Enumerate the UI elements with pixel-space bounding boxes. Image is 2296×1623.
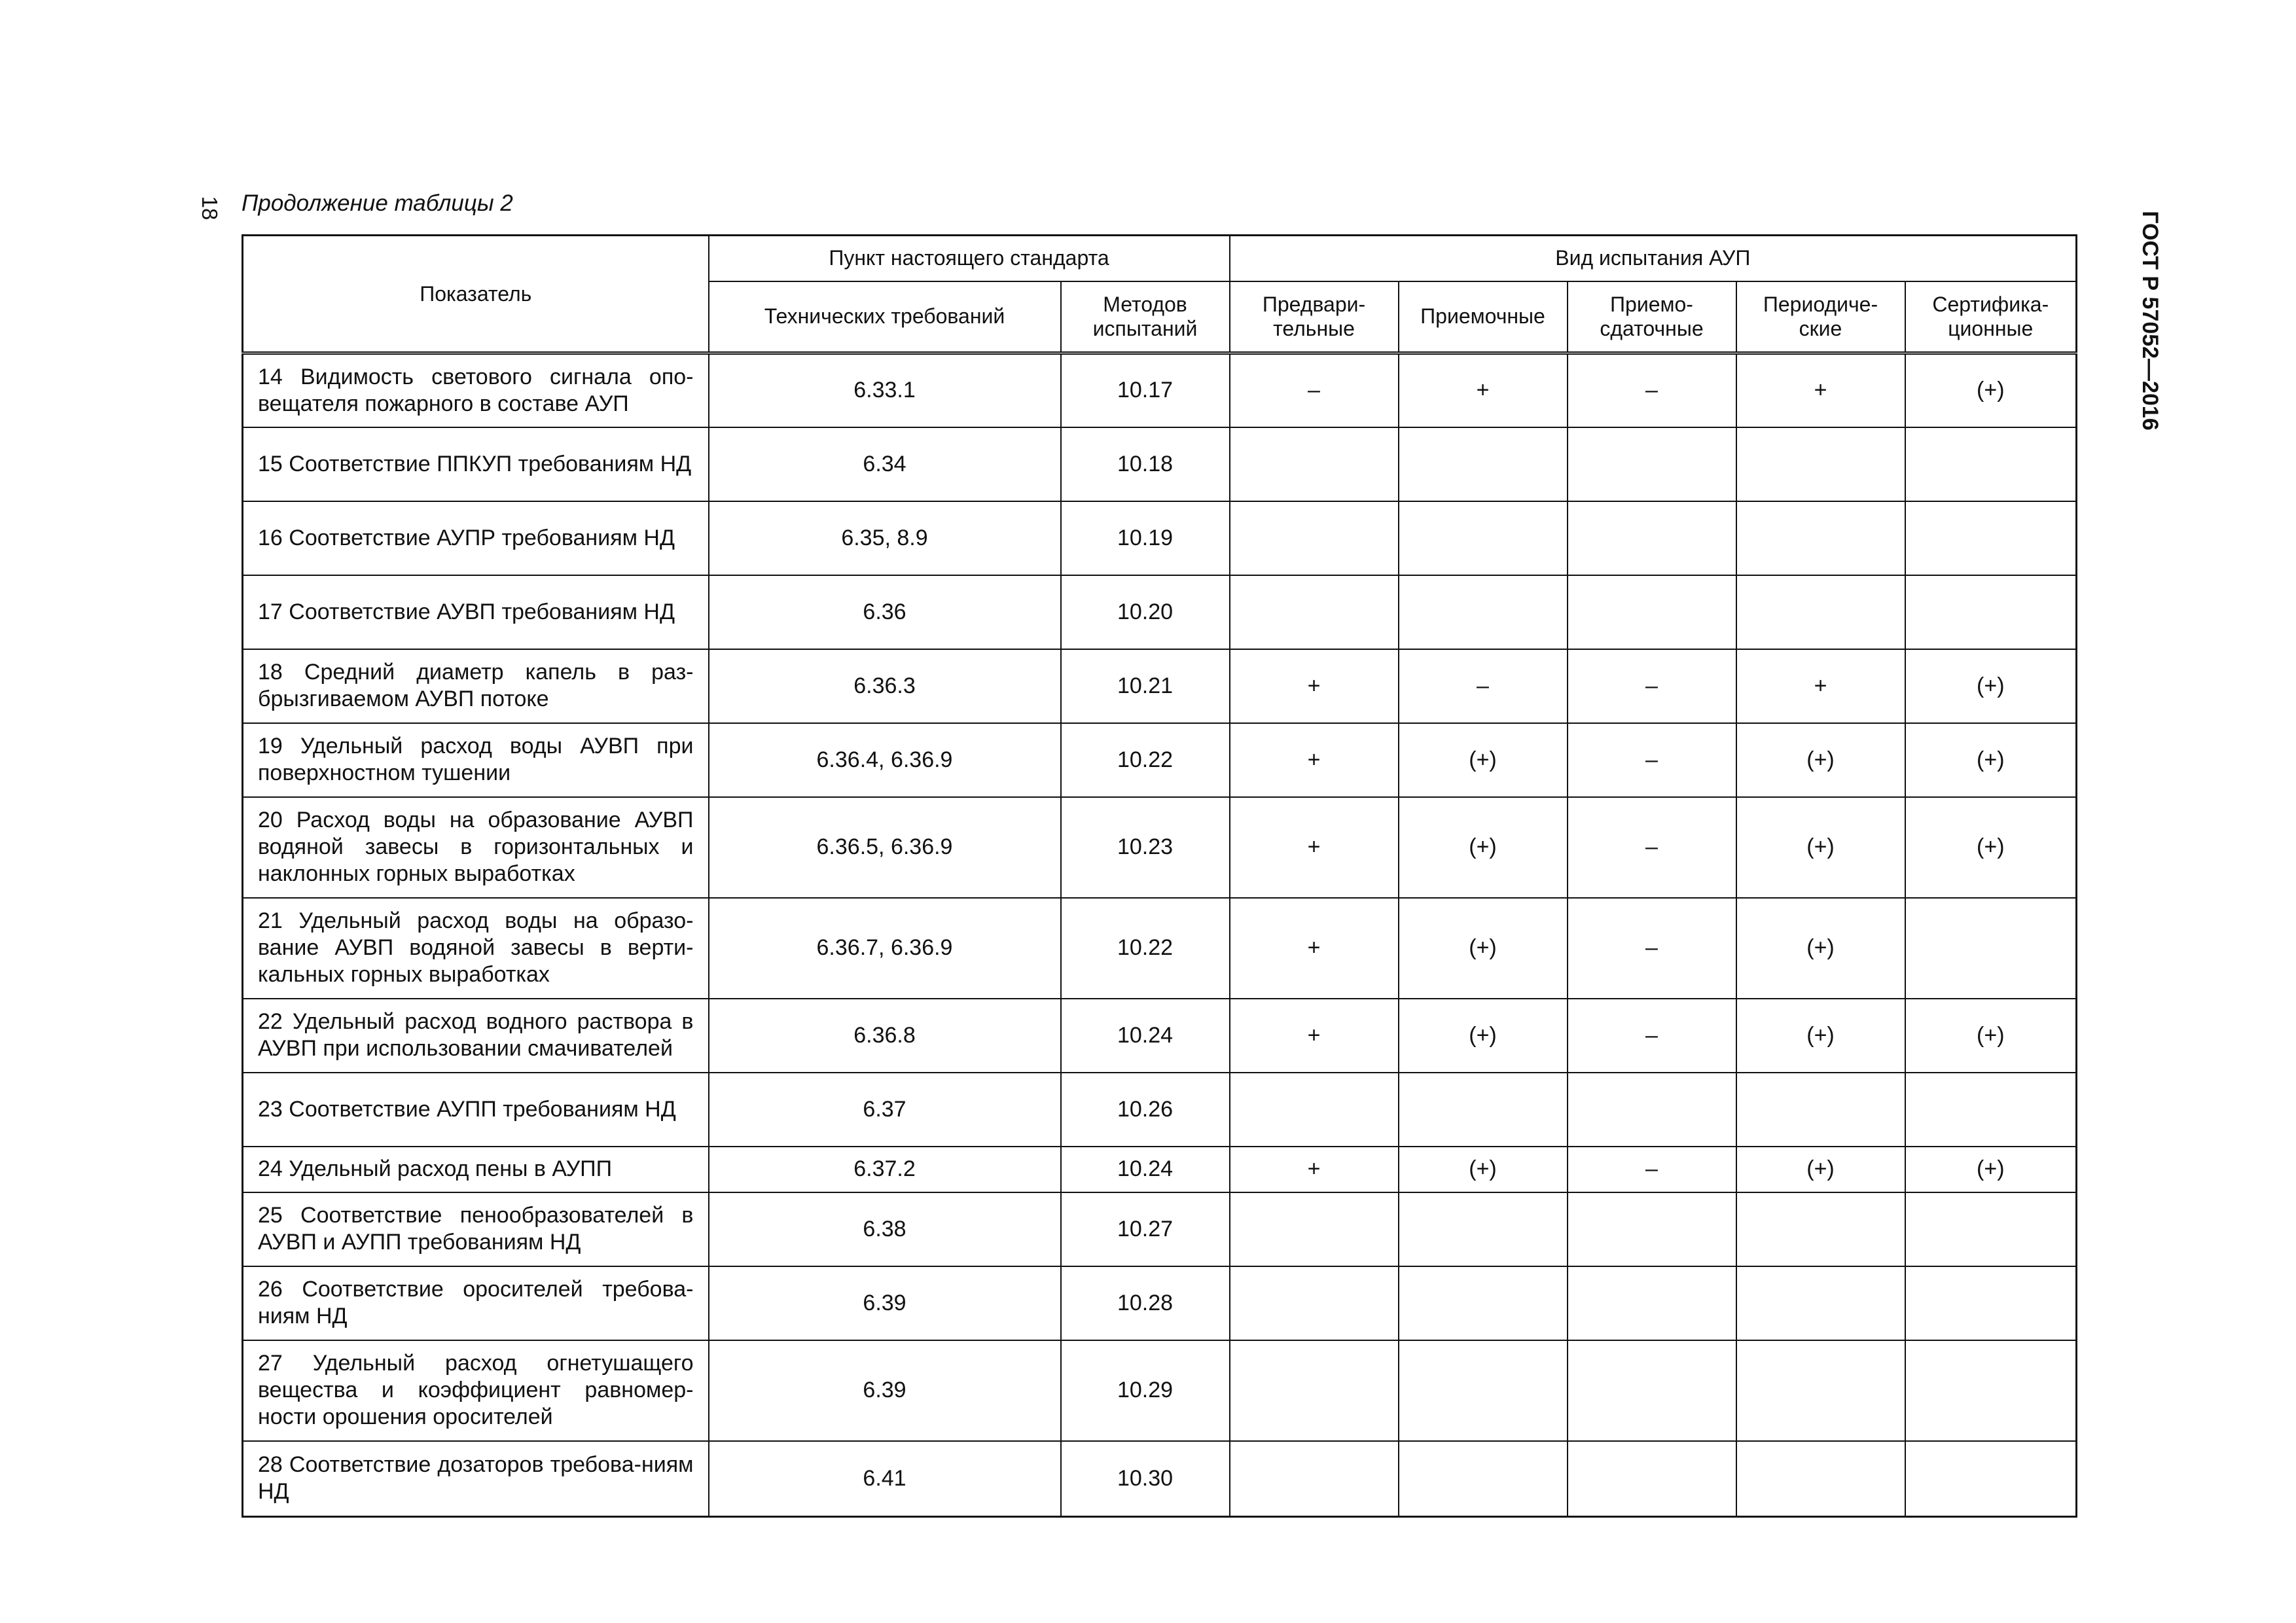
header-test-group: Вид испытания АУП xyxy=(1230,236,2077,281)
row-preliminary xyxy=(1230,1441,1399,1517)
table-row xyxy=(243,999,2077,1073)
table-row xyxy=(243,427,2077,501)
row-method-clause: 10.24 xyxy=(1061,1147,1230,1192)
row-acceptance xyxy=(1399,1073,1568,1147)
row-acceptance: (+) xyxy=(1399,1147,1568,1192)
row-commissioning xyxy=(1568,427,1736,501)
row-commissioning: – xyxy=(1568,999,1736,1073)
row-method-clause: 10.22 xyxy=(1061,723,1230,797)
table-row xyxy=(243,898,2077,999)
row-acceptance xyxy=(1399,1266,1568,1340)
row-certification xyxy=(1905,1340,2077,1441)
row-indicator: 28 Соответствие дозаторов требова-ниям НД xyxy=(243,1441,709,1517)
row-acceptance: – xyxy=(1399,649,1568,723)
row-tech-clause: 6.36 xyxy=(709,575,1061,649)
header-acceptance: Приемочные xyxy=(1399,281,1568,353)
table-row xyxy=(243,1147,2077,1192)
requirements-table xyxy=(242,234,2077,1518)
row-certification xyxy=(1905,1266,2077,1340)
row-indicator: 16 Соответствие АУПР требованиям НД xyxy=(243,501,709,575)
row-tech-clause: 6.38 xyxy=(709,1192,1061,1266)
header-periodic: Периодиче-ские xyxy=(1736,281,1905,353)
row-commissioning xyxy=(1568,1340,1736,1441)
row-indicator: 23 Соответствие АУПП требованиям НД xyxy=(243,1073,709,1147)
row-indicator: 24 Удельный расход пены в АУПП xyxy=(243,1147,709,1192)
row-certification xyxy=(1905,1073,2077,1147)
header-clause-group: Пункт настоящего стандарта xyxy=(709,236,1230,281)
header-certification: Сертифика-ционные xyxy=(1905,281,2077,353)
row-method-clause: 10.26 xyxy=(1061,1073,1230,1147)
table-caption: Продолжение таблицы 2 xyxy=(242,190,513,216)
standard-designation: ГОСТ Р 57052—2016 xyxy=(2138,211,2162,431)
table-row xyxy=(243,649,2077,723)
row-tech-clause: 6.41 xyxy=(709,1441,1061,1517)
row-tech-clause: 6.36.7, 6.36.9 xyxy=(709,898,1061,999)
row-periodic xyxy=(1736,575,1905,649)
table-row xyxy=(243,1340,2077,1441)
row-periodic: (+) xyxy=(1736,999,1905,1073)
table-row xyxy=(243,353,2077,427)
row-certification: (+) xyxy=(1905,999,2077,1073)
row-tech-clause: 6.33.1 xyxy=(709,353,1061,427)
table-row xyxy=(243,501,2077,575)
row-commissioning xyxy=(1568,575,1736,649)
row-certification xyxy=(1905,427,2077,501)
row-preliminary xyxy=(1230,1073,1399,1147)
table-row xyxy=(243,1192,2077,1266)
row-indicator: 17 Соответствие АУВП требованиям НД xyxy=(243,575,709,649)
row-indicator: 20 Расход воды на образование АУВП водяной завесы в горизонтальных и наклонных горных выработках xyxy=(243,797,709,898)
row-method-clause: 10.29 xyxy=(1061,1340,1230,1441)
row-certification xyxy=(1905,575,2077,649)
row-periodic xyxy=(1736,501,1905,575)
header-preliminary: Предвари-тельные xyxy=(1230,281,1399,353)
row-tech-clause: 6.34 xyxy=(709,427,1061,501)
row-tech-clause: 6.36.3 xyxy=(709,649,1061,723)
row-certification: (+) xyxy=(1905,723,2077,797)
header-commissioning: Приемо-сдаточные xyxy=(1568,281,1736,353)
row-periodic: (+) xyxy=(1736,1147,1905,1192)
row-preliminary: + xyxy=(1230,797,1399,898)
table-row xyxy=(243,723,2077,797)
row-indicator: 22 Удельный расход водного раствора в АУВП при использовании смачивателей xyxy=(243,999,709,1073)
row-certification xyxy=(1905,1192,2077,1266)
row-method-clause: 10.30 xyxy=(1061,1441,1230,1517)
row-periodic xyxy=(1736,1441,1905,1517)
row-method-clause: 10.27 xyxy=(1061,1192,1230,1266)
row-acceptance xyxy=(1399,1441,1568,1517)
row-indicator: 26 Соответствие оросителей требова-ниям НД xyxy=(243,1266,709,1340)
row-preliminary: + xyxy=(1230,723,1399,797)
row-certification xyxy=(1905,501,2077,575)
table-row xyxy=(243,575,2077,649)
row-method-clause: 10.24 xyxy=(1061,999,1230,1073)
row-tech-clause: 6.37 xyxy=(709,1073,1061,1147)
row-certification: (+) xyxy=(1905,1147,2077,1192)
row-acceptance: (+) xyxy=(1399,999,1568,1073)
row-commissioning xyxy=(1568,1192,1736,1266)
row-method-clause: 10.20 xyxy=(1061,575,1230,649)
page-number: 18 xyxy=(198,196,222,221)
header-tech-requirements: Технических требований xyxy=(709,281,1061,353)
row-indicator: 14 Видимость светового сигнала опо-вещателя пожарного в составе АУП xyxy=(243,353,709,427)
row-periodic: + xyxy=(1736,353,1905,427)
row-method-clause: 10.17 xyxy=(1061,353,1230,427)
row-certification: (+) xyxy=(1905,649,2077,723)
row-preliminary xyxy=(1230,1340,1399,1441)
row-certification xyxy=(1905,898,2077,999)
row-acceptance xyxy=(1399,575,1568,649)
row-indicator: 25 Соответствие пенообразователей в АУВП и АУПП требованиям НД xyxy=(243,1192,709,1266)
row-periodic: (+) xyxy=(1736,723,1905,797)
row-preliminary: + xyxy=(1230,1147,1399,1192)
row-acceptance: (+) xyxy=(1399,723,1568,797)
row-tech-clause: 6.36.8 xyxy=(709,999,1061,1073)
row-commissioning: – xyxy=(1568,898,1736,999)
row-indicator: 19 Удельный расход воды АУВП при поверхностном тушении xyxy=(243,723,709,797)
row-commissioning: – xyxy=(1568,353,1736,427)
row-preliminary xyxy=(1230,575,1399,649)
row-preliminary: + xyxy=(1230,999,1399,1073)
row-tech-clause: 6.35, 8.9 xyxy=(709,501,1061,575)
row-preliminary xyxy=(1230,1266,1399,1340)
row-preliminary xyxy=(1230,501,1399,575)
row-method-clause: 10.23 xyxy=(1061,797,1230,898)
row-commissioning: – xyxy=(1568,797,1736,898)
row-acceptance xyxy=(1399,1340,1568,1441)
row-method-clause: 10.19 xyxy=(1061,501,1230,575)
row-method-clause: 10.28 xyxy=(1061,1266,1230,1340)
row-tech-clause: 6.39 xyxy=(709,1340,1061,1441)
table-row xyxy=(243,1266,2077,1340)
row-commissioning xyxy=(1568,1441,1736,1517)
row-commissioning xyxy=(1568,501,1736,575)
row-method-clause: 10.21 xyxy=(1061,649,1230,723)
row-acceptance xyxy=(1399,427,1568,501)
row-commissioning: – xyxy=(1568,723,1736,797)
row-acceptance xyxy=(1399,501,1568,575)
header-test-methods: Методов испытаний xyxy=(1061,281,1230,353)
row-tech-clause: 6.36.4, 6.36.9 xyxy=(709,723,1061,797)
row-indicator: 18 Средний диаметр капель в раз-брызгиваемом АУВП потоке xyxy=(243,649,709,723)
row-tech-clause: 6.36.5, 6.36.9 xyxy=(709,797,1061,898)
row-periodic xyxy=(1736,427,1905,501)
row-commissioning: – xyxy=(1568,1147,1736,1192)
row-periodic: + xyxy=(1736,649,1905,723)
row-commissioning xyxy=(1568,1266,1736,1340)
row-acceptance: (+) xyxy=(1399,898,1568,999)
row-periodic xyxy=(1736,1073,1905,1147)
row-acceptance xyxy=(1399,1192,1568,1266)
row-method-clause: 10.22 xyxy=(1061,898,1230,999)
row-commissioning xyxy=(1568,1073,1736,1147)
row-method-clause: 10.18 xyxy=(1061,427,1230,501)
row-certification: (+) xyxy=(1905,797,2077,898)
row-tech-clause: 6.37.2 xyxy=(709,1147,1061,1192)
table-row xyxy=(243,1441,2077,1517)
row-periodic xyxy=(1736,1192,1905,1266)
row-commissioning: – xyxy=(1568,649,1736,723)
row-periodic xyxy=(1736,1340,1905,1441)
row-preliminary xyxy=(1230,1192,1399,1266)
row-periodic xyxy=(1736,1266,1905,1340)
header-indicator: Показатель xyxy=(243,236,709,353)
row-acceptance: (+) xyxy=(1399,797,1568,898)
row-preliminary: – xyxy=(1230,353,1399,427)
row-preliminary: + xyxy=(1230,898,1399,999)
row-indicator: 21 Удельный расход воды на образо-вание АУВП водяной завесы в верти-кальных горных выработках xyxy=(243,898,709,999)
row-certification: (+) xyxy=(1905,353,2077,427)
row-acceptance: + xyxy=(1399,353,1568,427)
row-preliminary xyxy=(1230,427,1399,501)
row-certification xyxy=(1905,1441,2077,1517)
row-periodic: (+) xyxy=(1736,898,1905,999)
row-preliminary: + xyxy=(1230,649,1399,723)
row-periodic: (+) xyxy=(1736,797,1905,898)
row-tech-clause: 6.39 xyxy=(709,1266,1061,1340)
table-row xyxy=(243,797,2077,898)
row-indicator: 27 Удельный расход огнетушащего вещества и коэффициент равномер-ности орошения оросителей xyxy=(243,1340,709,1441)
row-indicator: 15 Соответствие ППКУП требованиям НД xyxy=(243,427,709,501)
table-row xyxy=(243,1073,2077,1147)
